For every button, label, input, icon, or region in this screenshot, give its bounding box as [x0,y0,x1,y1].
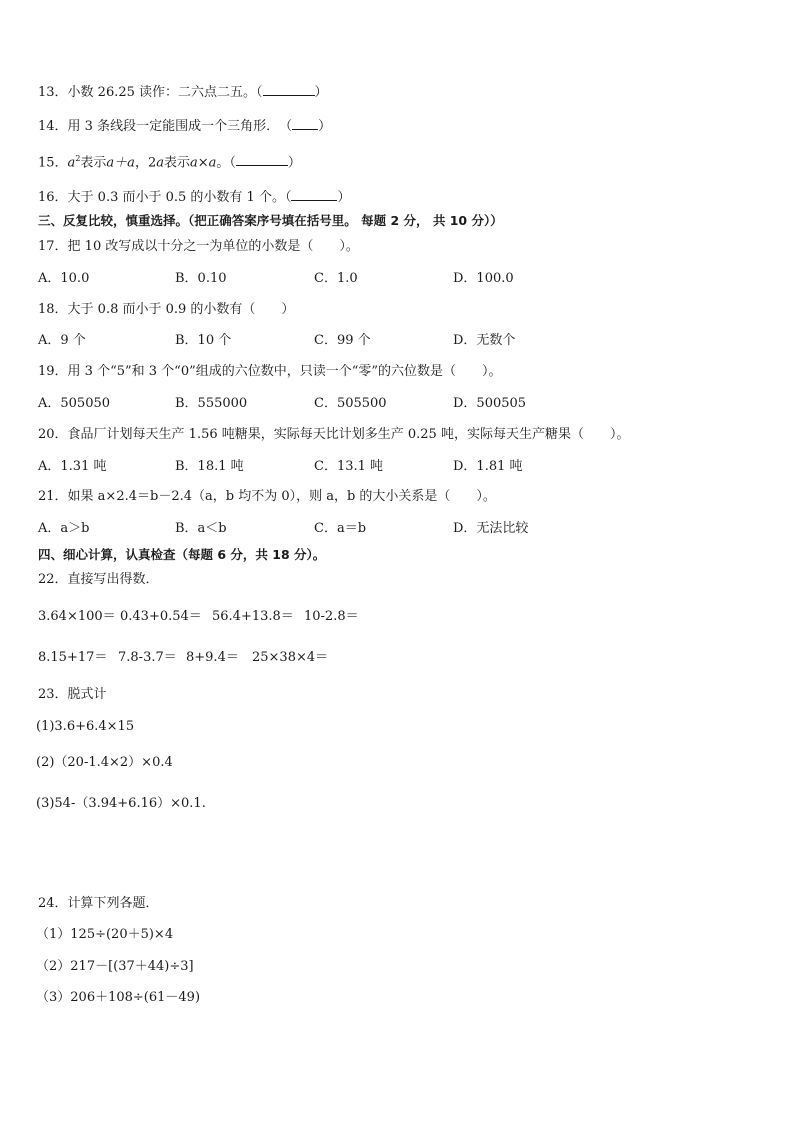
q24-item-3: （3）206＋108÷(61－49) [36,990,201,1005]
q19-option-a[interactable]: A．505050 [38,396,111,411]
q22-item: 56.4+13.8＝ [212,609,294,624]
q21-option-d[interactable]: D．无法比较 [453,521,529,536]
q23-item-1: (1)3.6+6.4×15 [36,719,135,734]
q22-item: 0.43+0.54＝ [120,609,202,624]
q17-option-a[interactable]: A．10.0 [38,271,90,286]
question-16-text: 16．大于 0.3 而小于 0.5 的小数有 1 个。（ [38,190,292,205]
question-14: 14．用 3 条线段一定能围成一个三角形． （ ） [38,119,332,134]
answer-blank-14[interactable] [292,117,318,130]
question-21-stem: 21．如果 a×2.4＝b－2.4（a，b 均不为 0），则 a，b 的大小关系是（ ）。 [38,489,496,504]
q22-item: 10-2.8＝ [304,609,359,624]
q18-option-a[interactable]: A．9 个 [38,333,86,348]
answer-blank-16[interactable] [291,188,337,201]
q18-option-c[interactable]: C．99 个 [314,333,371,348]
q22-item: 8+9.4＝ [186,650,239,665]
q17-option-c[interactable]: C．1.0 [314,271,358,286]
question-18-stem: 18．大于 0.8 而小于 0.9 的小数有（ ） [38,302,295,317]
question-17-stem: 17．把 10 改写成以十分之一为单位的小数是（ ）。 [38,239,359,254]
q20-option-d[interactable]: D．1.81 吨 [453,459,523,474]
question-13: 13．小数 26.25 读作：二六点二五。（ ） [38,85,328,100]
section-4-heading: 四、细心计算，认真检查（每题 6 分，共 18 分）。 [38,547,326,562]
q20-option-b[interactable]: B．18.1 吨 [175,459,244,474]
q22-item: 25×38×4＝ [252,650,329,665]
q23-item-2: (2)（20-1.4×2）×0.4 [36,755,173,770]
q24-item-1: （1）125÷(20＋5)×4 [36,927,174,942]
q18-option-b[interactable]: B．10 个 [175,333,232,348]
question-23-stem: 23．脱式计 [38,687,107,702]
question-24-stem: 24．计算下列各题． [38,896,159,911]
question-19-stem: 19．用 3 个“5”和 3 个“0”组成的六位数中，只读一个“零”的六位数是（ ）。 [38,364,502,379]
section-3-heading: 三、反复比较，慎重选择。（把正确答案序号填在括号里。 每题 2 分， 共 10 分）） [38,213,503,228]
question-20-stem: 20．食品厂计划每天生产 1.56 吨糖果，实际每天比计划多生产 0.25 吨，实际每天生产糖果（ ）。 [38,427,630,442]
question-13-text: 13．小数 26.25 读作：二六点二五。（ [38,85,263,100]
q23-item-3: (3)54-（3.94+6.16）×0.1. [36,796,206,811]
question-14-text: 14．用 3 条线段一定能围成一个三角形． （ [38,119,293,134]
q22-item: 3.64×100＝ [38,609,116,624]
q20-option-a[interactable]: A．1.31 吨 [38,459,107,474]
q22-item: 8.15+17＝ [38,650,108,665]
question-22-stem: 22．直接写出得数． [38,572,159,587]
q24-item-2: （2）217－[(37＋44)÷3] [36,959,194,974]
q20-option-c[interactable]: C．13.1 吨 [314,459,384,474]
q19-option-b[interactable]: B．555000 [175,396,248,411]
q18-option-d[interactable]: D．无数个 [453,333,516,348]
q21-option-a[interactable]: A．a＞b [38,521,90,536]
question-15: 15．$a^2$表示a＋a，2a表示a×a。（ ） [38,154,301,171]
q17-option-d[interactable]: D．100.0 [453,271,514,286]
q17-option-b[interactable]: B．0.10 [175,271,227,286]
q21-option-b[interactable]: B．a＜b [175,521,227,536]
question-16: 16．大于 0.3 而小于 0.5 的小数有 1 个。（ ） [38,190,351,205]
q19-option-d[interactable]: D．500505 [453,396,527,411]
answer-blank-15[interactable] [236,153,288,166]
q19-option-c[interactable]: C．505500 [314,396,387,411]
q21-option-c[interactable]: C．a＝b [314,521,367,536]
answer-blank-13[interactable] [263,83,315,96]
q22-item: 7.8-3.7＝ [118,650,177,665]
